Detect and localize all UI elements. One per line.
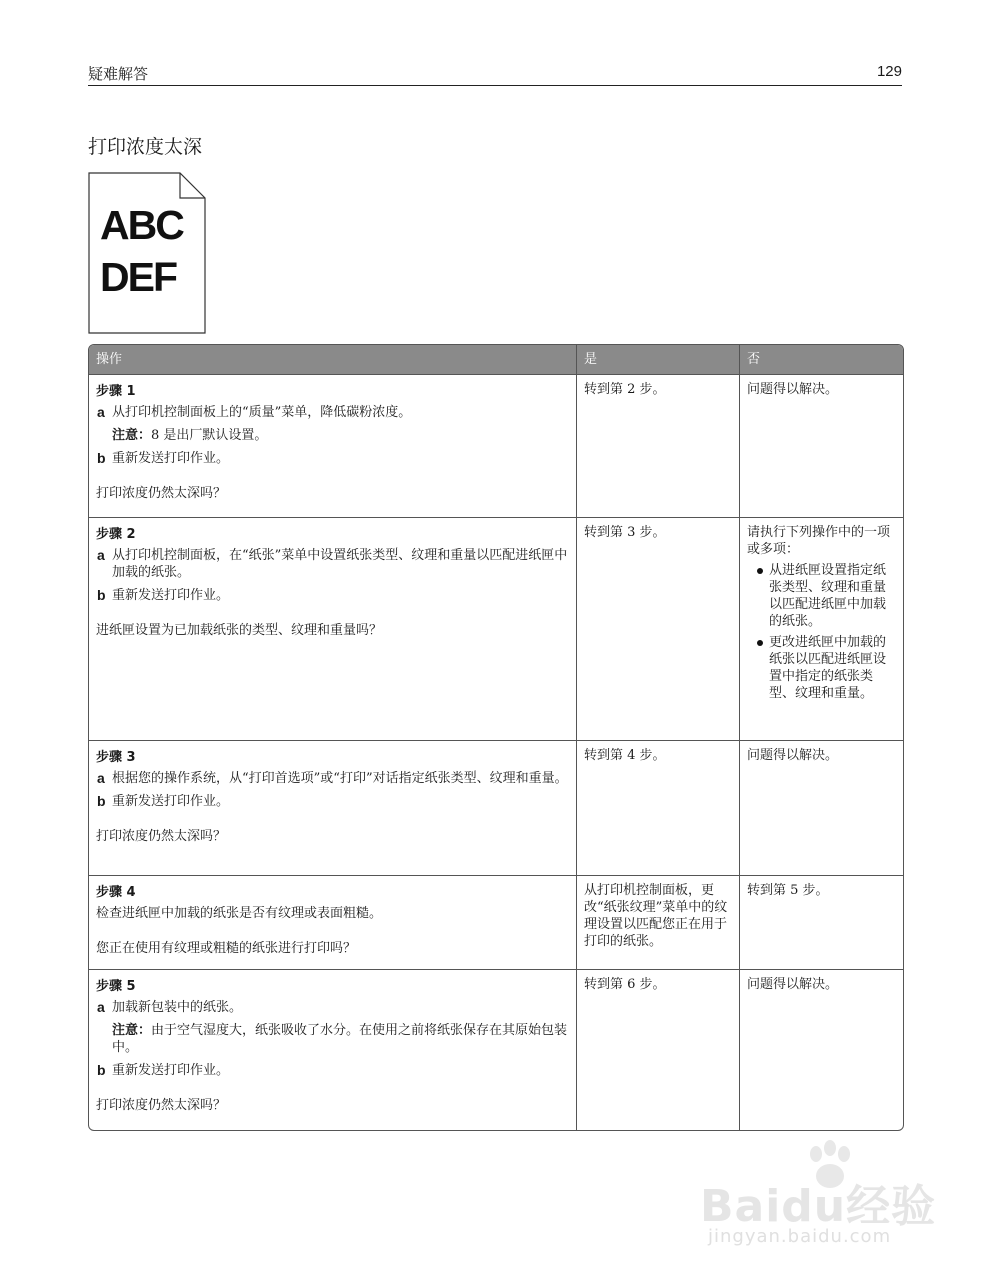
yes-cell: 转到第 4 步。 <box>577 741 740 875</box>
bullet-item <box>747 562 896 630</box>
page-number: 129 <box>876 63 902 80</box>
note-text: 由于空气湿度大，纸张吸收了水分。在使用之前将纸张保存在其原始包装中。 <box>112 1023 568 1055</box>
action-cell <box>89 518 577 740</box>
step-label: 步骤 3 <box>96 750 136 765</box>
substep-a-text: 加载新包装中的纸张。 <box>112 1000 243 1015</box>
table-row <box>89 740 903 875</box>
substep-b-text: 重新发送打印作业。 <box>112 1063 230 1078</box>
troubleshooting-table <box>88 344 904 1131</box>
yes-cell: 转到第 3 步。 <box>577 518 740 740</box>
watermark-url: jingyan.baidu.com <box>708 1226 892 1247</box>
no-cell: 问题得以解决。 <box>747 748 839 763</box>
note-label: 注意： <box>112 1023 152 1038</box>
baidu-watermark <box>700 1140 940 1250</box>
bullet-icon <box>757 640 763 646</box>
no-cell <box>740 518 903 740</box>
question: 打印浓度仍然太深吗？ <box>96 1098 227 1113</box>
note <box>96 427 569 444</box>
column-header-action: 操作 <box>89 345 577 374</box>
question: 打印浓度仍然太深吗？ <box>96 486 227 501</box>
substep-a: a 根据您的操作系统，从“打印首选项”或“打印”对话指定纸张类型、纹理和重量。 <box>97 770 568 786</box>
note <box>96 1022 569 1056</box>
print-sample-illustration <box>88 172 206 334</box>
sample-text-line-1: ABC <box>100 202 183 248</box>
sample-text-line-2: DEF <box>100 254 176 300</box>
substep-b: b 重新发送打印作业。 <box>97 450 230 466</box>
watermark-brand: Baidu经验 <box>700 1181 937 1232</box>
substep-a-text: 从打印机控制面板上的“质量”菜单，降低碳粉浓度。 <box>112 405 412 420</box>
yes-cell: 转到第 6 步。 <box>577 970 740 1130</box>
table-row <box>89 875 903 969</box>
page-header <box>88 63 902 86</box>
step-label: 步骤 5 <box>96 979 136 994</box>
note-text: 8 是出厂默认设置。 <box>151 428 268 443</box>
table-row <box>89 969 903 1130</box>
step-label: 步骤 1 <box>96 384 136 399</box>
question: 您正在使用有纹理或粗糙的纸张进行打印吗？ <box>96 941 357 956</box>
action-cell <box>89 876 577 969</box>
bullet-icon <box>757 568 763 574</box>
substep-a-text: 从打印机控制面板，在“纸张”菜单中设置纸张类型、纹理和重量以匹配进纸匣中加载的纸张。 <box>112 548 568 580</box>
substep-b: b 重新发送打印作业。 <box>97 587 230 603</box>
substep-b: b 重新发送打印作业。 <box>97 793 230 809</box>
table-row <box>89 517 903 740</box>
bullet-item <box>747 634 896 702</box>
table-header-row <box>89 345 903 374</box>
document-icon <box>88 172 206 334</box>
action-cell <box>89 375 577 517</box>
bullet-text: 从进纸匣设置指定纸张类型、纹理和重量以匹配进纸匣中加载的纸张。 <box>769 563 887 629</box>
substep-b-text: 重新发送打印作业。 <box>112 588 230 603</box>
yes-cell: 转到第 2 步。 <box>577 375 740 517</box>
step-text: 检查进纸匣中加载的纸张是否有纹理或表面粗糙。 <box>96 906 383 921</box>
column-header-yes: 是 <box>577 345 740 374</box>
substep-a: a 从打印机控制面板，在“纸张”菜单中设置纸张类型、纹理和重量以匹配进纸匣中加载的纸张。 <box>97 547 568 580</box>
substep-b-text: 重新发送打印作业。 <box>112 451 230 466</box>
action-cell <box>89 970 577 1130</box>
step-label: 步骤 4 <box>96 885 136 900</box>
no-cell: 转到第 5 步。 <box>747 883 829 898</box>
bullet-text: 更改进纸匣中加载的纸张以匹配进纸匣设置中指定的纸张类型、纹理和重量。 <box>769 635 887 701</box>
column-header-no: 否 <box>747 352 761 367</box>
note-label: 注意： <box>112 428 152 443</box>
step-label: 步骤 2 <box>96 527 136 542</box>
page-title: 打印浓度太深 <box>88 136 203 158</box>
no-intro: 请执行下列操作中的一项或多项： <box>747 525 891 557</box>
table-row <box>89 374 903 517</box>
action-cell <box>89 741 577 875</box>
substep-a: a 从打印机控制面板上的“质量”菜单，降低碳粉浓度。 <box>97 404 412 420</box>
no-cell: 问题得以解决。 <box>747 382 839 397</box>
question: 打印浓度仍然太深吗？ <box>96 829 227 844</box>
substep-b: b 重新发送打印作业。 <box>97 1062 230 1078</box>
substep-a-text: 根据您的操作系统，从“打印首选项”或“打印”对话指定纸张类型、纹理和重量。 <box>112 771 568 786</box>
section-title: 疑难解答 <box>88 65 149 83</box>
question: 进纸匣设置为已加载纸张的类型、纹理和重量吗？ <box>96 623 383 638</box>
substep-b-text: 重新发送打印作业。 <box>112 794 230 809</box>
no-cell: 问题得以解决。 <box>747 977 839 992</box>
yes-cell: 从打印机控制面板，更改“纸张纹理”菜单中的纹理设置以匹配您正在用于打印的纸张。 <box>577 876 740 969</box>
substep-a: a 加载新包装中的纸张。 <box>97 999 243 1015</box>
